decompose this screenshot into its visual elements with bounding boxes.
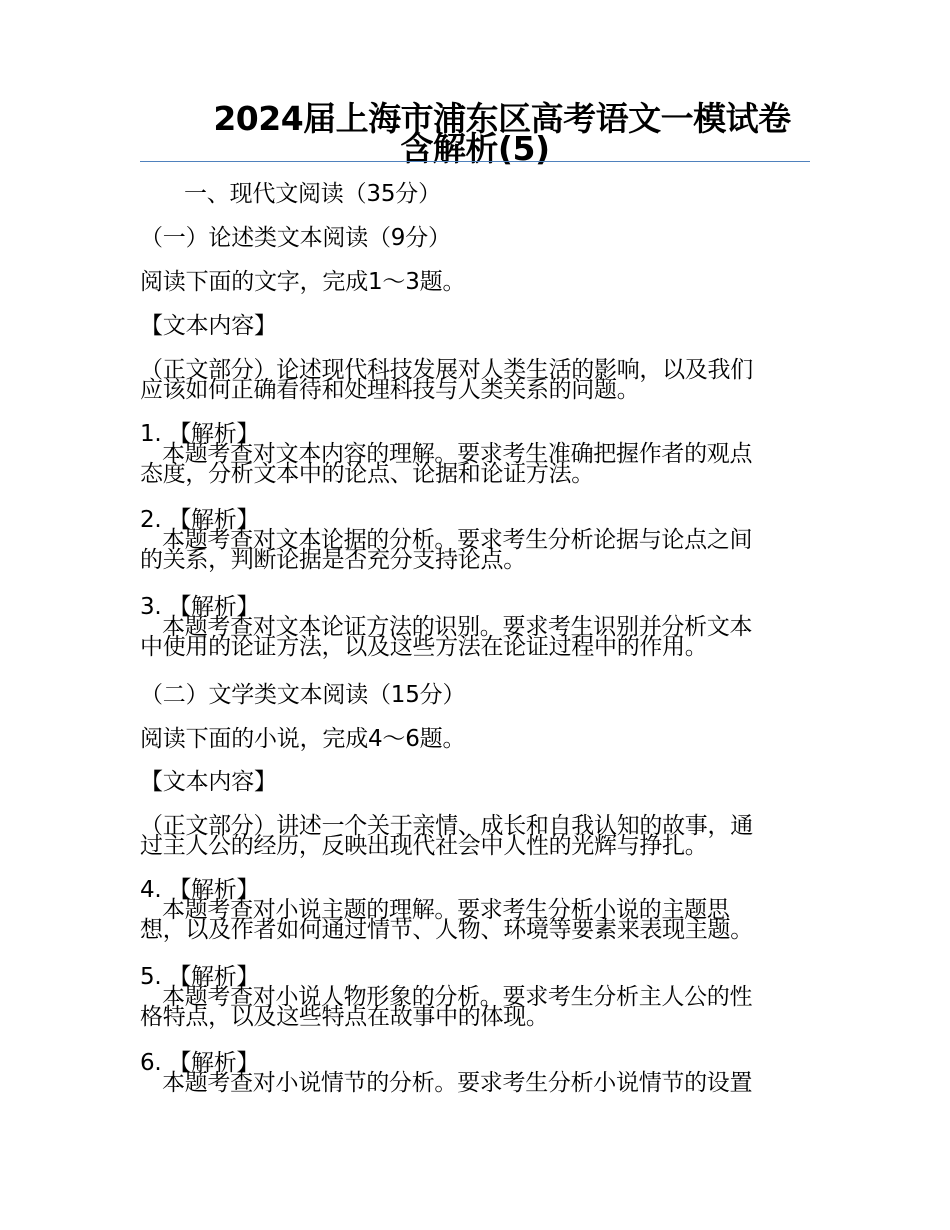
document-title — [140, 99, 810, 168]
title-line-1: 2024届上海市浦东区高考语文一模试卷 — [213, 99, 791, 138]
paragraph-line: 格特点，以及这些特点在故事中的体现。 — [140, 1004, 549, 1030]
paragraph-line: 应该如何正确看待和处理科技与人类关系的问题。 — [140, 377, 640, 403]
part-1-content-label: 【文本内容】 — [140, 313, 277, 339]
question-4-analysis — [140, 877, 812, 943]
question-5-analysis — [140, 964, 812, 1030]
part-1-heading: （一）论述类文本阅读（9分） — [140, 225, 451, 251]
part-2-instruction: 阅读下面的小说，完成4～6题。 — [140, 726, 466, 752]
question-label: 6. 【解析】 — [140, 1050, 260, 1076]
paragraph-line: 本题考查对文本论据的分析。要求考生分析论据与论点之间 — [162, 527, 753, 553]
paragraph-line: 态度，分析文本中的论点、论据和论证方法。 — [140, 461, 595, 487]
question-label: 2. 【解析】 — [140, 507, 260, 533]
question-label: 5. 【解析】 — [140, 964, 260, 990]
paragraph-line: 本题考查对小说情节的分析。要求考生分析小说情节的设置 — [162, 1070, 753, 1096]
paragraph-line: （正文部分）论述现代科技发展对人类生活的影响，以及我们 — [140, 357, 753, 383]
question-2-analysis — [140, 507, 812, 573]
section-heading: 一、现代文阅读（35分） — [184, 181, 441, 207]
paragraph-line: 中使用的论证方法，以及这些方法在论证过程中的作用。 — [140, 634, 708, 660]
question-label: 4. 【解析】 — [140, 877, 260, 903]
question-3-analysis — [140, 594, 812, 660]
part-1-instruction: 阅读下面的文字，完成1～3题。 — [140, 269, 466, 295]
paragraph-line: 本题考查对小说人物形象的分析。要求考生分析主人公的性 — [162, 984, 753, 1010]
title-line-2: 含解析(5) — [400, 129, 550, 168]
paragraph-line: 的关系，判断论据是否充分支持论点。 — [140, 547, 526, 573]
paragraph-line: 本题考查对小说主题的理解。要求考生分析小说的主题思 — [162, 897, 730, 923]
paragraph-line: 本题考查对文本论证方法的识别。要求考生识别并分析文本 — [162, 614, 753, 640]
paragraph-line: （正文部分）讲述一个关于亲情、成长和自我认知的故事，通 — [140, 813, 753, 839]
question-6-analysis — [140, 1050, 812, 1096]
part-2-heading: （二）文学类文本阅读（15分） — [140, 682, 466, 708]
question-label: 3. 【解析】 — [140, 594, 260, 620]
title-underline — [140, 161, 810, 162]
paragraph-line: 想，以及作者如何通过情节、人物、环境等要素来表现主题。 — [140, 917, 753, 943]
part-2-content-paragraph — [140, 813, 812, 859]
paragraph-line: 本题考查对文本内容的理解。要求考生准确把握作者的观点 — [162, 441, 753, 467]
part-2-content-label: 【文本内容】 — [140, 769, 277, 795]
part-1-content-paragraph — [140, 357, 812, 403]
question-label: 1. 【解析】 — [140, 421, 260, 447]
paragraph-line: 过主人公的经历，反映出现代社会中人性的光辉与挣扎。 — [140, 833, 708, 859]
question-1-analysis — [140, 421, 812, 487]
